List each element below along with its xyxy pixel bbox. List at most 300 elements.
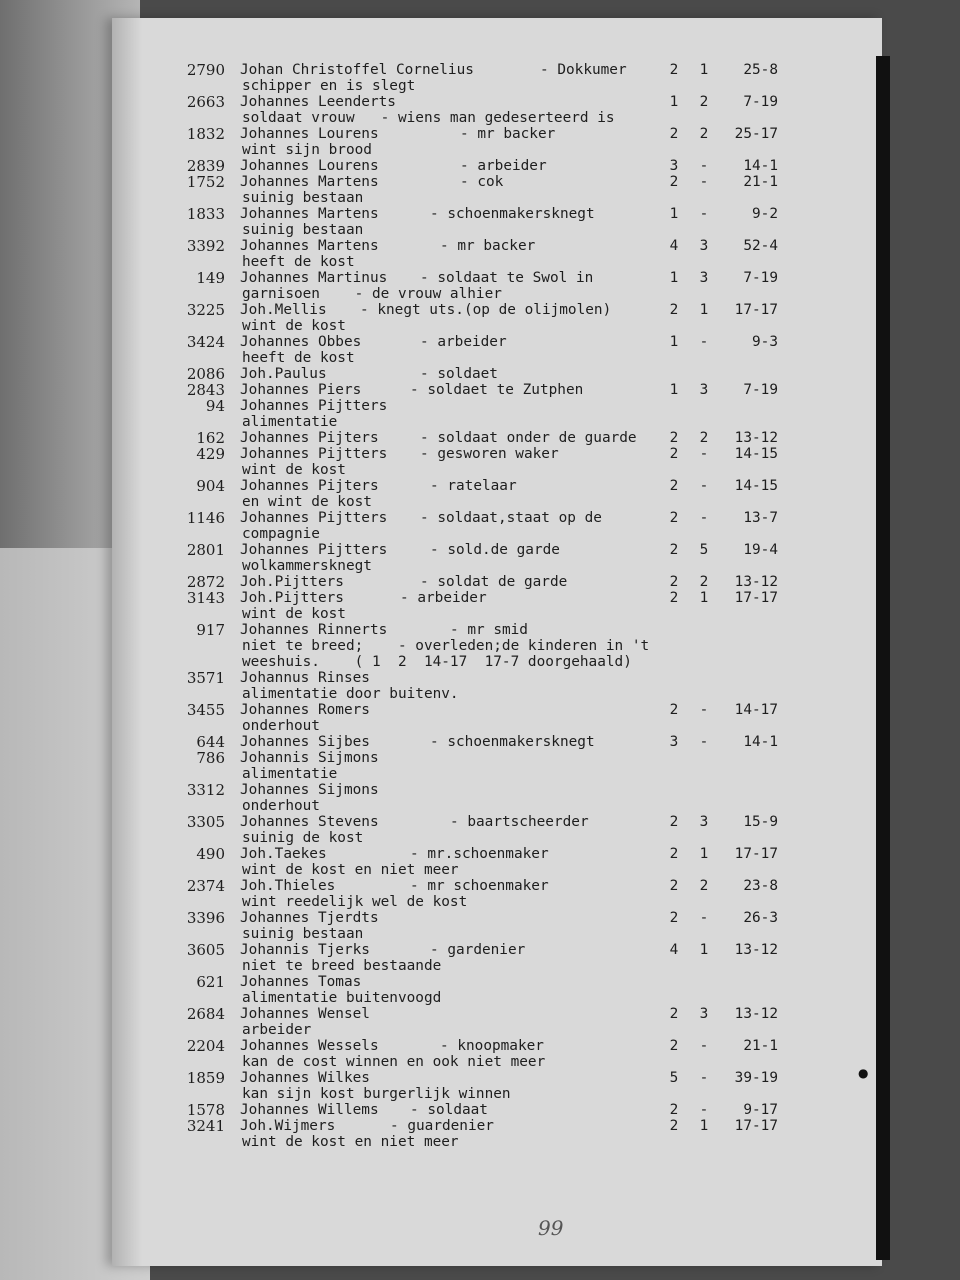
entry-number: 2872 <box>186 573 225 591</box>
entry-col-3: 9-17 <box>743 1102 778 1118</box>
entry-col-1: 2 <box>669 702 679 718</box>
entry-col-2: - <box>699 1038 709 1054</box>
entry-number: 3571 <box>186 669 225 687</box>
entry-note: suinig bestaan <box>242 222 364 238</box>
entry-number: 1859 <box>186 1069 225 1087</box>
register-entry <box>150 478 850 510</box>
entry-col-2: 1 <box>699 1118 709 1134</box>
entry-col-2: 2 <box>699 878 709 894</box>
entry-continuation-line <box>150 606 850 622</box>
entry-occupation: - mr backer <box>440 238 536 254</box>
entry-main-line <box>150 1102 850 1118</box>
entry-col-2: 5 <box>699 542 709 558</box>
entry-number: 2843 <box>186 381 225 399</box>
entry-col-3: 25-17 <box>734 126 778 142</box>
entry-continuation-line <box>150 862 850 878</box>
entry-col-3: 7-19 <box>743 270 778 286</box>
entry-col-2: 1 <box>699 942 709 958</box>
entry-continuation-line <box>150 1054 850 1070</box>
entry-main-line <box>150 702 850 718</box>
entry-col-1: 1 <box>669 382 679 398</box>
register-entry <box>150 622 850 670</box>
entry-col-3: 9-3 <box>752 334 778 350</box>
register-entry <box>150 590 850 622</box>
entry-occupation: - baartscheerder <box>450 814 589 830</box>
entry-number: 3392 <box>186 237 225 255</box>
entry-name: Johannes Martinus <box>240 270 388 286</box>
entry-number: 3312 <box>186 781 225 799</box>
entry-number: 429 <box>196 445 225 463</box>
entry-number: 2204 <box>186 1037 225 1055</box>
entry-col-3: 13-7 <box>743 510 778 526</box>
register-entry <box>150 782 850 814</box>
entry-occupation: - soldaat te Swol in <box>420 270 594 286</box>
register-entry <box>150 446 850 478</box>
entry-col-1: 4 <box>669 238 679 254</box>
register-entry <box>150 382 850 398</box>
entry-col-2: - <box>699 446 709 462</box>
entry-col-1: 2 <box>669 574 679 590</box>
entry-main-line <box>150 302 850 318</box>
entry-col-1: 2 <box>669 1038 679 1054</box>
entry-col-3: 9-2 <box>752 206 778 222</box>
entry-col-1: 2 <box>669 126 679 142</box>
entry-col-1: 2 <box>669 542 679 558</box>
entry-note: niet te breed bestaande <box>242 958 442 974</box>
entry-main-line <box>150 174 850 190</box>
register-entry <box>150 1006 850 1038</box>
entry-name: Joh.Pijtters <box>240 574 344 590</box>
entry-continuation-line <box>150 830 850 846</box>
entry-note: wint reedelijk wel de kost <box>242 894 468 910</box>
book-spine <box>876 56 890 1260</box>
entry-continuation-line <box>150 798 850 814</box>
entry-name: Johannes Obbes <box>240 334 362 350</box>
entry-col-3: 39-19 <box>734 1070 778 1086</box>
entry-name: Johannes Pijtters <box>240 398 388 414</box>
entry-name: Johannes Tjerdts <box>240 910 379 926</box>
entry-note: wint de kost <box>242 606 346 622</box>
entry-continuation-line <box>150 894 850 910</box>
entry-main-line <box>150 1006 850 1022</box>
entry-note: niet te breed; - overleden;de kinderen in 't <box>242 638 650 654</box>
entry-main-line <box>150 382 850 398</box>
entry-continuation-line <box>150 350 850 366</box>
entry-col-3: 13-12 <box>734 942 778 958</box>
entry-main-line <box>150 814 850 830</box>
entry-occupation: - mr backer <box>460 126 556 142</box>
entry-col-1: 2 <box>669 430 679 446</box>
entry-col-1: 2 <box>669 590 679 606</box>
entry-col-3: 15-9 <box>743 814 778 830</box>
entry-name: Joh.Taekes <box>240 846 327 862</box>
entry-number: 2790 <box>186 61 225 79</box>
entry-name: Johannes Wensel <box>240 1006 370 1022</box>
entry-number: 3424 <box>186 333 225 351</box>
entry-col-1: 1 <box>669 334 679 350</box>
entry-note: wint sijn brood <box>242 142 372 158</box>
entry-main-line <box>150 126 850 142</box>
entry-note: weeshuis. ( 1 2 14-17 17-7 doorgehaald) <box>242 654 632 670</box>
entry-continuation-line <box>150 494 850 510</box>
register-entry <box>150 846 850 878</box>
entry-occupation: - cok <box>460 174 504 190</box>
entry-main-line <box>150 446 850 462</box>
entry-col-2: - <box>699 206 709 222</box>
entry-continuation-line <box>150 286 850 302</box>
entry-col-3: 17-17 <box>734 302 778 318</box>
entry-number: 490 <box>196 845 225 863</box>
entry-col-1: 1 <box>669 94 679 110</box>
register-entry <box>150 238 850 270</box>
entry-occupation: - soldat de garde <box>420 574 568 590</box>
register-entry <box>150 1118 850 1150</box>
entry-number: 162 <box>196 429 225 447</box>
entry-col-2: - <box>699 1102 709 1118</box>
entry-note: wint de kost en niet meer <box>242 1134 459 1150</box>
entry-col-2: 1 <box>699 302 709 318</box>
entry-col-2: - <box>699 158 709 174</box>
entry-continuation-line <box>150 190 850 206</box>
entry-number: 149 <box>196 269 225 287</box>
entry-number: 1146 <box>186 509 225 527</box>
entry-note: kan sijn kost burgerlijk winnen <box>242 1086 511 1102</box>
entry-main-line <box>150 878 850 894</box>
register-entry <box>150 62 850 94</box>
entry-continuation-line <box>150 990 850 1006</box>
entry-number: 621 <box>196 973 225 991</box>
entry-col-1: 2 <box>669 510 679 526</box>
entry-note: suinig de kost <box>242 830 364 846</box>
register-entry <box>150 510 850 542</box>
entry-col-1: 3 <box>669 158 679 174</box>
entry-col-1: 2 <box>669 62 679 78</box>
entry-col-2: - <box>699 478 709 494</box>
entry-col-2: - <box>699 510 709 526</box>
entry-col-3: 13-12 <box>734 1006 778 1022</box>
entry-name: Johannes Rinnerts <box>240 622 388 638</box>
register-entry <box>150 302 850 334</box>
entry-note: arbeider <box>242 1022 312 1038</box>
entry-note: wint de kost <box>242 462 346 478</box>
register-entry <box>150 158 850 174</box>
entry-main-line <box>150 574 850 590</box>
register-entry <box>150 702 850 734</box>
entry-occupation: - soldaat,staat op de <box>420 510 602 526</box>
register-entry <box>150 206 850 238</box>
entry-main-line <box>150 62 850 78</box>
entry-main-line <box>150 334 850 350</box>
entry-main-line <box>150 94 850 110</box>
entry-note: wolkammersknegt <box>242 558 372 574</box>
entry-col-1: 2 <box>669 878 679 894</box>
entry-note: wint de kost <box>242 318 346 334</box>
ink-mark: ● <box>858 1066 869 1080</box>
entry-occupation: - soldaet <box>420 366 498 382</box>
register-entry <box>150 1102 850 1118</box>
entry-col-2: 3 <box>699 814 709 830</box>
entry-col-3: 21-1 <box>743 174 778 190</box>
entry-name: Johannes Piers <box>240 382 362 398</box>
entry-main-line <box>150 670 850 686</box>
entry-col-3: 25-8 <box>743 62 778 78</box>
entry-number: 2086 <box>186 365 225 383</box>
entry-continuation-line <box>150 78 850 94</box>
entry-note: suinig bestaan <box>242 926 364 942</box>
entry-col-1: 2 <box>669 1102 679 1118</box>
entry-col-3: 7-19 <box>743 94 778 110</box>
entry-continuation-line <box>150 462 850 478</box>
entry-name: Johannes Pijters <box>240 430 379 446</box>
entry-occupation: - arbeider <box>460 158 547 174</box>
entry-main-line <box>150 238 850 254</box>
entry-continuation-line <box>150 638 850 654</box>
entry-number: 644 <box>196 733 225 751</box>
register-list <box>150 62 850 1150</box>
entry-col-1: 2 <box>669 910 679 926</box>
entry-col-2: 1 <box>699 846 709 862</box>
entry-continuation-line <box>150 958 850 974</box>
entry-name: Johannus Rinses <box>240 670 370 686</box>
entry-continuation-line <box>150 766 850 782</box>
entry-occupation: - ratelaar <box>430 478 517 494</box>
entry-main-line <box>150 158 850 174</box>
register-entry <box>150 174 850 206</box>
entry-note: heeft de kost <box>242 254 355 270</box>
entry-number: 3396 <box>186 909 225 927</box>
entry-number: 3305 <box>186 813 225 831</box>
entry-name: Joh.Pijtters <box>240 590 344 606</box>
entry-col-3: 17-17 <box>734 1118 778 1134</box>
entry-col-1: 2 <box>669 1118 679 1134</box>
entry-number: 2684 <box>186 1005 225 1023</box>
entry-continuation-line <box>150 254 850 270</box>
register-entry <box>150 1070 850 1102</box>
entry-number: 3143 <box>186 589 225 607</box>
entry-col-2: - <box>699 702 709 718</box>
entry-occupation: - guardenier <box>390 1118 494 1134</box>
entry-name: Johannes Sijbes <box>240 734 370 750</box>
entry-col-2: 2 <box>699 430 709 446</box>
entry-name: Johannes Pijtters <box>240 446 388 462</box>
entry-number: 2839 <box>186 157 225 175</box>
entry-main-line <box>150 734 850 750</box>
entry-main-line <box>150 846 850 862</box>
entry-note: wint de kost en niet meer <box>242 862 459 878</box>
entry-col-3: 52-4 <box>743 238 778 254</box>
entry-name: Johannes Willems <box>240 1102 379 1118</box>
entry-name: Johannes Stevens <box>240 814 379 830</box>
register-entry <box>150 542 850 574</box>
entry-main-line <box>150 942 850 958</box>
entry-continuation-line <box>150 142 850 158</box>
entry-name: Johannis Tjerks <box>240 942 370 958</box>
entry-number: 1833 <box>186 205 225 223</box>
entry-main-line <box>150 206 850 222</box>
entry-name: Joh.Paulus <box>240 366 327 382</box>
entry-main-line <box>150 782 850 798</box>
entry-main-line <box>150 1038 850 1054</box>
entry-col-3: 17-17 <box>734 846 778 862</box>
entry-name: Johannes Sijmons <box>240 782 379 798</box>
entry-continuation-line <box>150 110 850 126</box>
entry-col-1: 2 <box>669 814 679 830</box>
register-entry <box>150 670 850 702</box>
entry-col-2: 1 <box>699 62 709 78</box>
entry-main-line <box>150 622 850 638</box>
entry-occupation: - sold.de garde <box>430 542 560 558</box>
entry-col-2: - <box>699 334 709 350</box>
entry-col-3: 14-1 <box>743 734 778 750</box>
entry-col-3: 14-15 <box>734 478 778 494</box>
register-entry <box>150 94 850 126</box>
entry-number: 917 <box>196 621 225 639</box>
entry-continuation-line <box>150 718 850 734</box>
entry-name: Joh.Mellis <box>240 302 327 318</box>
entry-main-line <box>150 366 850 382</box>
entry-occupation: - knoopmaker <box>440 1038 544 1054</box>
entry-main-line <box>150 398 850 414</box>
entry-occupation: - schoenmakersknegt <box>430 206 595 222</box>
entry-col-2: 2 <box>699 574 709 590</box>
entry-col-3: 14-1 <box>743 158 778 174</box>
entry-number: 94 <box>205 397 225 415</box>
entry-name: Johannes Tomas <box>240 974 362 990</box>
entry-number: 2374 <box>186 877 225 895</box>
entry-col-1: 2 <box>669 478 679 494</box>
register-entry <box>150 430 850 446</box>
entry-col-3: 17-17 <box>734 590 778 606</box>
entry-col-2: 3 <box>699 270 709 286</box>
register-entry <box>150 398 850 430</box>
entry-col-3: 26-3 <box>743 910 778 926</box>
entry-col-1: 1 <box>669 206 679 222</box>
entry-main-line <box>150 270 850 286</box>
entry-note: alimentatie door buitenv. <box>242 686 459 702</box>
entry-continuation-line <box>150 222 850 238</box>
entry-main-line <box>150 478 850 494</box>
register-entry <box>150 974 850 1006</box>
entry-name: Johannes Romers <box>240 702 370 718</box>
entry-continuation-line <box>150 318 850 334</box>
entry-main-line <box>150 1070 850 1086</box>
entry-name: Joh.Thieles <box>240 878 336 894</box>
entry-col-3: 21-1 <box>743 1038 778 1054</box>
entry-main-line <box>150 974 850 990</box>
entry-name: Johannes Pijtters <box>240 510 388 526</box>
entry-occupation: - Dokkumer <box>540 62 627 78</box>
entry-number: 1832 <box>186 125 225 143</box>
entry-name: Johannes Pijters <box>240 478 379 494</box>
entry-col-2: - <box>699 174 709 190</box>
entry-continuation-line <box>150 1134 850 1150</box>
entry-name: Johannes Lourens <box>240 158 379 174</box>
entry-col-3: 23-8 <box>743 878 778 894</box>
entry-occupation: - gardenier <box>430 942 526 958</box>
entry-note: soldaat vrouw - wiens man gedeserteerd is <box>242 110 615 126</box>
entry-main-line <box>150 430 850 446</box>
register-entry <box>150 366 850 382</box>
entry-continuation-line <box>150 526 850 542</box>
entry-name: Johannes Lourens <box>240 126 379 142</box>
entry-continuation-line <box>150 926 850 942</box>
page-number: 99 <box>538 1216 564 1240</box>
entry-main-line <box>150 590 850 606</box>
entry-col-1: 2 <box>669 446 679 462</box>
entry-continuation-line <box>150 1022 850 1038</box>
entry-continuation-line <box>150 414 850 430</box>
entry-note: alimentatie buitenvoogd <box>242 990 442 1006</box>
register-entry <box>150 734 850 750</box>
entry-number: 786 <box>196 749 225 767</box>
entry-note: onderhout <box>242 798 320 814</box>
entry-occupation: - schoenmakersknegt <box>430 734 595 750</box>
entry-col-1: 1 <box>669 270 679 286</box>
entry-note: schipper en is slegt <box>242 78 416 94</box>
entry-occupation: - mr.schoenmaker <box>410 846 549 862</box>
entry-col-2: 1 <box>699 590 709 606</box>
entry-col-2: - <box>699 734 709 750</box>
entry-number: 2801 <box>186 541 225 559</box>
entry-occupation: - mr smid <box>450 622 528 638</box>
entry-continuation-line <box>150 1086 850 1102</box>
entry-name: Johannes Leenderts <box>240 94 396 110</box>
entry-col-3: 14-15 <box>734 446 778 462</box>
entry-note: kan de cost winnen en ook niet meer <box>242 1054 546 1070</box>
entry-col-1: 4 <box>669 942 679 958</box>
entry-col-1: 2 <box>669 174 679 190</box>
entry-occupation: - arbeider <box>420 334 507 350</box>
register-entry <box>150 270 850 302</box>
entry-occupation: - soldaat <box>410 1102 488 1118</box>
entry-note: compagnie <box>242 526 320 542</box>
entry-occupation: - knegt uts.(op de olijmolen) <box>360 302 612 318</box>
entry-number: 1578 <box>186 1101 225 1119</box>
entry-col-3: 14-17 <box>734 702 778 718</box>
entry-main-line <box>150 510 850 526</box>
entry-col-2: 3 <box>699 382 709 398</box>
entry-note: heeft de kost <box>242 350 355 366</box>
entry-number: 904 <box>196 477 225 495</box>
entry-col-2: 2 <box>699 126 709 142</box>
entry-col-2: - <box>699 1070 709 1086</box>
entry-main-line <box>150 750 850 766</box>
entry-continuation-line <box>150 558 850 574</box>
register-entry <box>150 910 850 942</box>
entry-col-1: 5 <box>669 1070 679 1086</box>
entry-note: en wint de kost <box>242 494 372 510</box>
entry-col-3: 13-12 <box>734 430 778 446</box>
entry-col-3: 7-19 <box>743 382 778 398</box>
entry-main-line <box>150 1118 850 1134</box>
entry-continuation-line <box>150 686 850 702</box>
entry-col-2: 2 <box>699 94 709 110</box>
entry-name: Johannes Wessels <box>240 1038 379 1054</box>
entry-number: 3225 <box>186 301 225 319</box>
entry-note: onderhout <box>242 718 320 734</box>
entry-occupation: - soldaet te Zutphen <box>410 382 584 398</box>
register-entry <box>150 814 850 846</box>
entry-name: Johan Christoffel Cornelius <box>240 62 474 78</box>
entry-note: alimentatie <box>242 766 338 782</box>
entry-number: 3605 <box>186 941 225 959</box>
entry-col-2: 3 <box>699 238 709 254</box>
entry-name: Johannes Martens <box>240 174 379 190</box>
entry-continuation-line <box>150 654 850 670</box>
entry-number: 1752 <box>186 173 225 191</box>
register-entry <box>150 334 850 366</box>
entry-col-1: 2 <box>669 1006 679 1022</box>
